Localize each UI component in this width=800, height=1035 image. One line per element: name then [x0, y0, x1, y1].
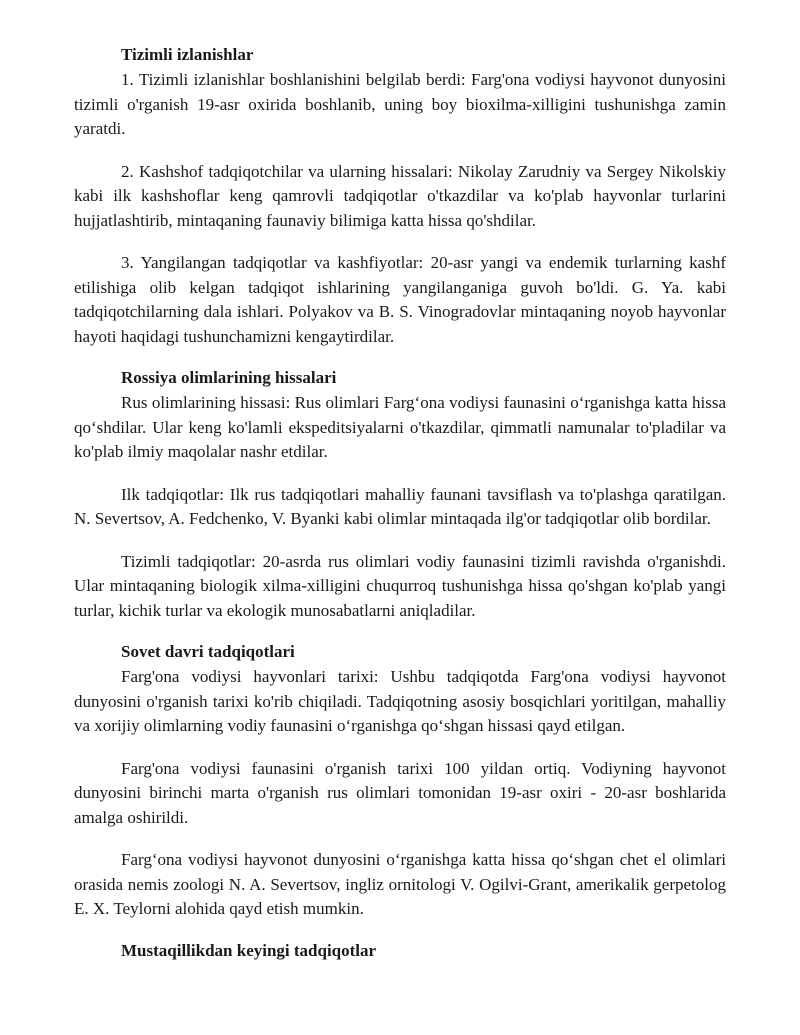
paragraph: Farg‘ona vodiysi hayvonot dunyosini o‘rganishga katta hissa qo‘shgan chet el olimlari orasida nemis zoologi N. A. Severtsov, ingliz ornitologi V. Ogilvi-Grant, amerikalik gerpetolog E. X. Teylorni alohida qayd etish mumkin. [74, 850, 726, 918]
section-heading: Tizimli izlanishlar [121, 45, 254, 64]
paragraph: 1. Tizimli izlanishlar boshlanishini belgilab berdi: Farg'ona vodiysi hayvonot dunyosini tizimli o'rganish 19-asr oxirida boshlanib, uning boy bioxilma-xilligini tushunishga zamin yaratdi. [74, 70, 726, 138]
paragraph: Rus olimlarining hissasi: Rus olimlari Farg‘ona vodiysi faunasini o‘rganishga katta hissa qo‘shdilar. Ular keng ko'lamli ekspeditsiyalarni o'tkazdilar, qimmatli namunalar to'pladilar va ko'plab ilmiy maqolalar nashr etdilar. [74, 393, 726, 461]
section-post-independence [74, 940, 726, 962]
section-systematic-research [74, 44, 726, 349]
paragraph: Tizimli tadqiqotlar: 20-asrda rus olimlari vodiy faunasini tizimli ravishda o'rganishdi. Ular mintaqaning biologik xilma-xilligini chuqurroq tushunishga hissa qo'shgan ko'plab yangi turlar, kichik turlar va ekologik munosabatlarni aniqladilar. [74, 551, 726, 620]
paragraph: Farg'ona vodiysi faunasini o'rganish tarixi 100 yildan ortiq. Vodiyning hayvonot dunyosini birinchi marta o'rganish rus olimlari tomonidan 19-asr oxiri - 20-asr boshlarida amalga oshirildi. [74, 758, 726, 827]
section-heading: Rossiya olimlarining hissalari [121, 368, 337, 387]
paragraph: Farg'ona vodiysi hayvonlari tarixi: Ushbu tadqiqotda Farg'ona vodiysi hayvonot dunyosini o'rganish tarixi ko'rib chiqiladi. Tadqiqotning asosiy bosqichlari yoritilgan, mahalliy va xorijiy olimlarning vodiy faunasini o‘rganishga qo‘shgan hissasi qayd etilgan. [74, 667, 726, 735]
paragraph: 3. Yangilangan tadqiqotlar va kashfiyotlar: 20-asr yangi va endemik turlarning kashf etilishiga olib kelgan tadqiqot ishlarining yangilanganiga guvoh bo'ldi. G. Ya. kabi tadqiqotchilarning dala ishlari. Polyakov va B. S. Vinogradovlar mintaqaning noyob hayvonlar hayoti haqidagi tushunchamizni kengaytirdilar. [74, 253, 726, 346]
section-russian-scientists [74, 367, 726, 623]
section-heading: Sovet davri tadqiqotlari [121, 642, 295, 661]
section-soviet-era [74, 641, 726, 922]
document-page [74, 44, 726, 964]
paragraph: 2. Kashshof tadqiqotchilar va ularning hissalari: Nikolay Zarudniy va Sergey Nikolskiy kabi ilk kashshoflar keng qamrovli tadqiqotlar o'tkazdilar va ko'plab hayvonlar turlarini hujjatlashtirib, mintaqaning faunaviy bilimiga katta hissa qo'shdilar. [74, 161, 726, 230]
section-heading: Mustaqillikdan keyingi tadqiqotlar [121, 940, 377, 960]
paragraph: Ilk tadqiqotlar: Ilk rus tadqiqotlari mahalliy faunani tavsiflash va to'plashga qaratilgan. N. Severtsov, A. Fedchenko, V. Byanki kabi olimlar mintaqada ilg'or tadqiqotlar olib bordilar. [74, 484, 726, 528]
